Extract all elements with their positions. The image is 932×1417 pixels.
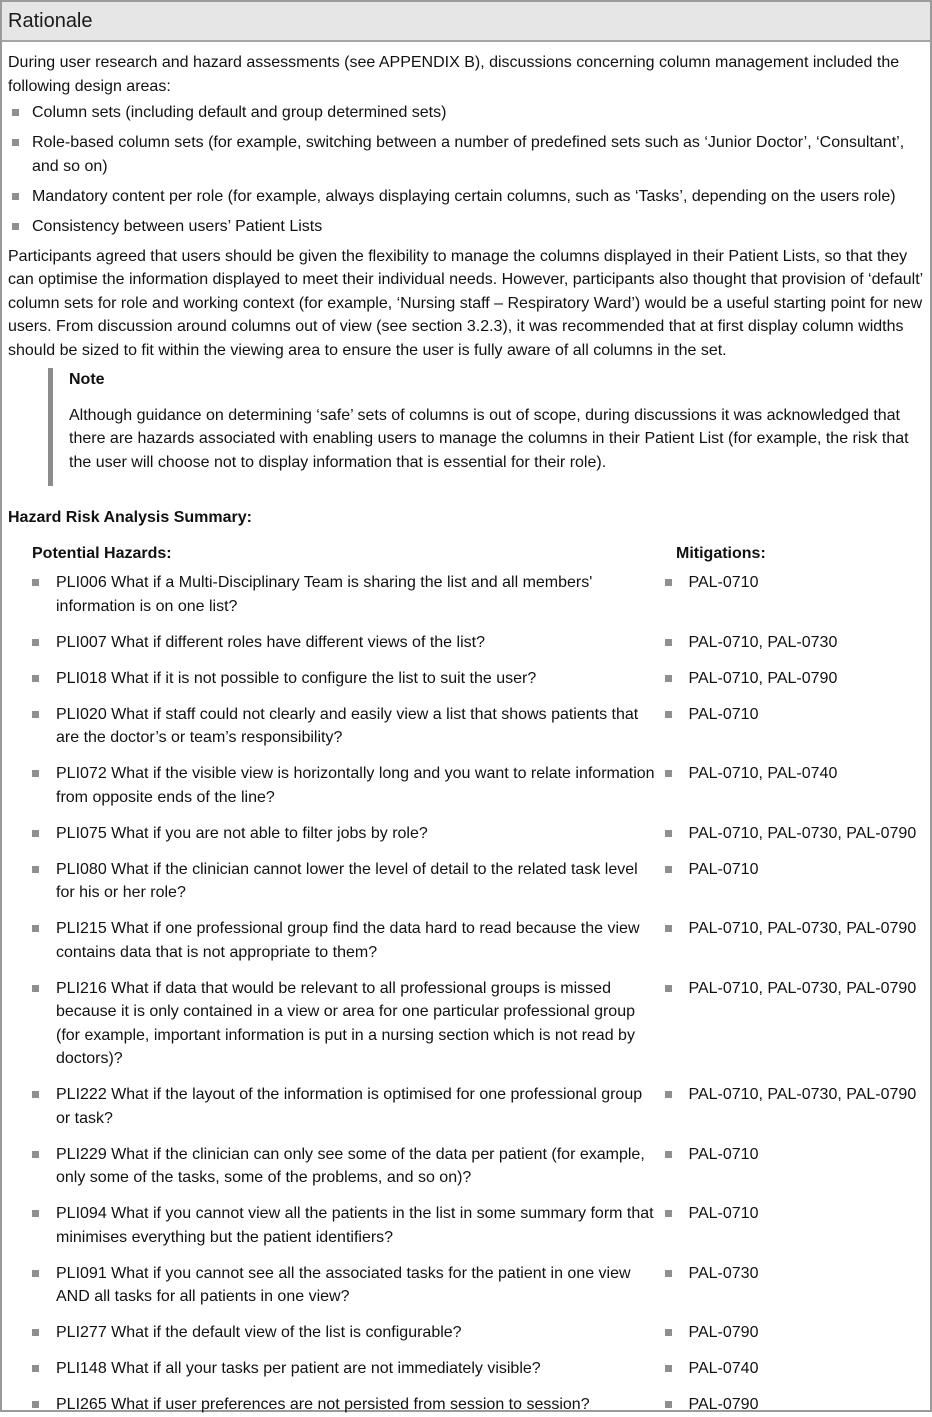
hazard-text: PLI080 What if the clinician cannot lower the level of detail to the related task level for his or her role?	[56, 860, 638, 901]
hazard-summary-title: Hazard Risk Analysis Summary:	[8, 509, 252, 526]
hazard-text: PLI148 What if all your tasks per patient are not immediately visible?	[56, 1360, 541, 1377]
mitigation-text: PAL-0710, PAL-0730	[688, 633, 838, 651]
table-row	[26, 858, 924, 905]
hazard-cell	[26, 571, 659, 618]
square-bullet-icon	[665, 639, 672, 646]
square-bullet-icon	[665, 770, 672, 777]
body-paragraph: Participants agreed that users should be given the flexibility to manage the columns displayed in their Patient Lists, so that they can optimise the information displayed to meet their individual needs. However, participants also thought that provision of ‘default’ column sets for role and working context (for example, ‘Nursing staff – Respiratory Ward’) would be a useful starting point for new users. From discussion around columns out of view (see section 3.2.3), it was recommended that at first display column widths should be sized to fit within the viewing area to ensure the user is fully aware of all columns in the set.	[8, 247, 923, 359]
hazard-cell	[26, 762, 659, 809]
mitigation-text: PAL-0790	[688, 1396, 759, 1413]
table-row	[26, 571, 924, 618]
mitigation-text: PAL-0710, PAL-0740	[688, 765, 838, 782]
hazard-text: PLI277 What if the default view of the list is configurable?	[56, 1324, 462, 1341]
square-bullet-icon	[32, 1270, 39, 1277]
square-bullet-icon	[32, 639, 39, 646]
hazard-text: PLI216 What if data that would be relevant to all professional groups is missed because it is only contained in a view or area for one particular professional group (for example, important information is put in a nursing section which is not read by doctors)?	[56, 979, 635, 1067]
square-bullet-icon	[665, 711, 672, 718]
square-bullet-icon	[665, 925, 672, 932]
mitigation-cell	[659, 1202, 925, 1249]
mitigation-cell	[659, 1262, 925, 1309]
square-bullet-icon	[12, 223, 19, 230]
mitigation-text: PAL-0740	[688, 1360, 759, 1377]
mitigation-cell	[659, 667, 925, 691]
col-header-mitigations: Mitigations:	[676, 544, 766, 562]
square-bullet-icon	[665, 830, 672, 837]
table-row	[26, 1143, 924, 1190]
hazard-text: PLI229 What if the clinician can only see some of the data per patient (for example, only some of the tasks, some of the problems, and so on)?	[56, 1145, 645, 1186]
square-bullet-icon	[32, 925, 39, 932]
table-row	[26, 1321, 924, 1345]
hazard-rows	[26, 571, 924, 1417]
square-bullet-icon	[32, 1365, 39, 1372]
hazard-cell	[26, 1321, 659, 1345]
hazard-cell	[26, 977, 659, 1071]
square-bullet-icon	[665, 1270, 672, 1277]
mitigation-cell	[659, 1321, 925, 1345]
mitigation-cell	[659, 631, 925, 655]
square-bullet-icon	[12, 109, 19, 116]
square-bullet-icon	[32, 1329, 39, 1336]
hazard-cell	[26, 917, 659, 964]
square-bullet-icon	[665, 1091, 672, 1098]
table-row	[26, 822, 924, 846]
hazard-cell	[26, 1143, 659, 1190]
square-bullet-icon	[665, 1151, 672, 1158]
mitigation-text: PAL-0710, PAL-0730, PAL-0790	[688, 1086, 917, 1103]
square-bullet-icon	[12, 193, 19, 200]
square-bullet-icon	[665, 1329, 672, 1336]
hazard-cell	[26, 1393, 659, 1417]
intro-paragraph: During user research and hazard assessments (see APPENDIX B), discussions concerning column management included the following design areas:	[8, 54, 900, 95]
square-bullet-icon	[32, 579, 39, 586]
mitigation-text: PAL-0710	[688, 705, 759, 723]
square-bullet-icon	[32, 675, 39, 682]
square-bullet-icon	[665, 675, 672, 682]
table-row	[26, 703, 924, 750]
hazard-cell	[26, 1083, 659, 1130]
hazard-cell	[26, 822, 659, 846]
section-content	[2, 42, 930, 1417]
square-bullet-icon	[665, 1365, 672, 1372]
list-item: Role-based column sets (for example, switching between a number of predefined sets such as ‘Junior Doctor’, ‘Consultant’, and so on)	[8, 131, 924, 178]
mitigation-text: PAL-0730	[688, 1264, 759, 1282]
mitigation-cell	[659, 571, 925, 618]
hazard-text: PLI020 What if staff could not clearly and easily view a list that shows patients that are the doctor’s or team’s responsibility?	[56, 705, 639, 746]
table-row	[26, 1393, 924, 1417]
mitigation-cell	[659, 1393, 925, 1417]
square-bullet-icon	[12, 139, 19, 146]
hazard-text: PLI265 What if user preferences are not persisted from session to session?	[56, 1396, 590, 1413]
mitigation-text: PAL-0710	[688, 574, 759, 591]
mitigation-cell	[659, 1357, 925, 1381]
mitigation-text: PAL-0710, PAL-0730, PAL-0790	[688, 920, 917, 937]
note-title: Note	[69, 371, 105, 388]
mitigation-cell	[659, 917, 925, 964]
square-bullet-icon	[665, 1401, 672, 1408]
square-bullet-icon	[32, 830, 39, 837]
mitigation-text: PAL-0710, PAL-0730, PAL-0790	[688, 979, 917, 997]
hazard-text: PLI094 What if you cannot view all the patients in the list in some summary form that minimises everything but the patient identifiers?	[56, 1205, 654, 1246]
square-bullet-icon	[665, 579, 672, 586]
mitigation-cell	[659, 1083, 925, 1130]
hazard-text: PLI072 What if the visible view is horizontally long and you want to relate information from opposite ends of the line?	[56, 765, 655, 806]
table-row	[26, 631, 924, 655]
table-row	[26, 1202, 924, 1249]
square-bullet-icon	[32, 985, 39, 992]
hazard-text: PLI018 What if it is not possible to configure the list to suit the user?	[56, 669, 537, 687]
mitigation-text: PAL-0710	[688, 1205, 759, 1222]
square-bullet-icon	[32, 866, 39, 873]
table-row	[26, 1083, 924, 1130]
hazard-text: PLI006 What if a Multi-Disciplinary Team is sharing the list and all members' information is on one list?	[56, 574, 593, 615]
square-bullet-icon	[32, 770, 39, 777]
note-callout	[48, 368, 924, 486]
hazard-cell	[26, 1357, 659, 1381]
square-bullet-icon	[665, 1210, 672, 1217]
table-row	[26, 1262, 924, 1309]
list-item: Mandatory content per role (for example, always displaying certain columns, such as ‘Tasks’, depending on the users role)	[8, 185, 924, 209]
hazard-text: PLI222 What if the layout of the information is optimised for one professional group or task?	[56, 1086, 643, 1127]
hazard-cell	[26, 858, 659, 905]
section-header	[2, 2, 930, 42]
table-row	[26, 917, 924, 964]
design-areas-list	[8, 101, 924, 238]
table-row	[26, 762, 924, 809]
mitigation-text: PAL-0710	[688, 860, 759, 878]
hazard-cell	[26, 1262, 659, 1309]
mitigation-cell	[659, 858, 925, 905]
square-bullet-icon	[32, 1091, 39, 1098]
col-header-hazards: Potential Hazards:	[32, 544, 172, 562]
mitigation-text: PAL-0710, PAL-0790	[688, 669, 838, 687]
table-row	[26, 667, 924, 691]
mitigation-cell	[659, 977, 925, 1071]
hazard-table	[26, 542, 924, 1417]
hazard-text: PLI091 What if you cannot see all the associated tasks for the patient in one view AND all tasks for all patients in one view?	[56, 1264, 631, 1305]
list-item: Column sets (including default and group determined sets)	[8, 101, 924, 125]
hazard-text: PLI075 What if you are not able to filter jobs by role?	[56, 824, 428, 842]
mitigation-cell	[659, 762, 925, 809]
note-text: Although guidance on determining ‘safe’ sets of columns is out of scope, during discussions it was acknowledged that there are hazards associated with enabling users to manage the columns in their Patient List (for example, the risk that the user will choose not to display information that is essential for their role).	[69, 406, 909, 471]
mitigation-text: PAL-0710, PAL-0730, PAL-0790	[688, 824, 917, 842]
mitigation-cell	[659, 703, 925, 750]
table-row	[26, 1357, 924, 1381]
list-item: Consistency between users’ Patient Lists	[8, 215, 924, 239]
square-bullet-icon	[32, 1210, 39, 1217]
hazard-cell	[26, 631, 659, 655]
hazard-text: PLI215 What if one professional group find the data hard to read because the view contains data that is not appropriate to them?	[56, 920, 640, 961]
hazard-cell	[26, 1202, 659, 1249]
section-title: Rationale	[8, 10, 93, 32]
square-bullet-icon	[32, 711, 39, 718]
hazard-table-header	[26, 542, 924, 566]
square-bullet-icon	[665, 866, 672, 873]
hazard-text: PLI007 What if different roles have different views of the list?	[56, 633, 485, 651]
hazard-cell	[26, 667, 659, 691]
mitigation-text: PAL-0710	[688, 1145, 759, 1163]
mitigation-text: PAL-0790	[688, 1324, 759, 1341]
hazard-cell	[26, 703, 659, 750]
square-bullet-icon	[665, 985, 672, 992]
mitigation-cell	[659, 1143, 925, 1190]
square-bullet-icon	[32, 1151, 39, 1158]
mitigation-cell	[659, 822, 925, 846]
square-bullet-icon	[32, 1401, 39, 1408]
table-row	[26, 977, 924, 1071]
